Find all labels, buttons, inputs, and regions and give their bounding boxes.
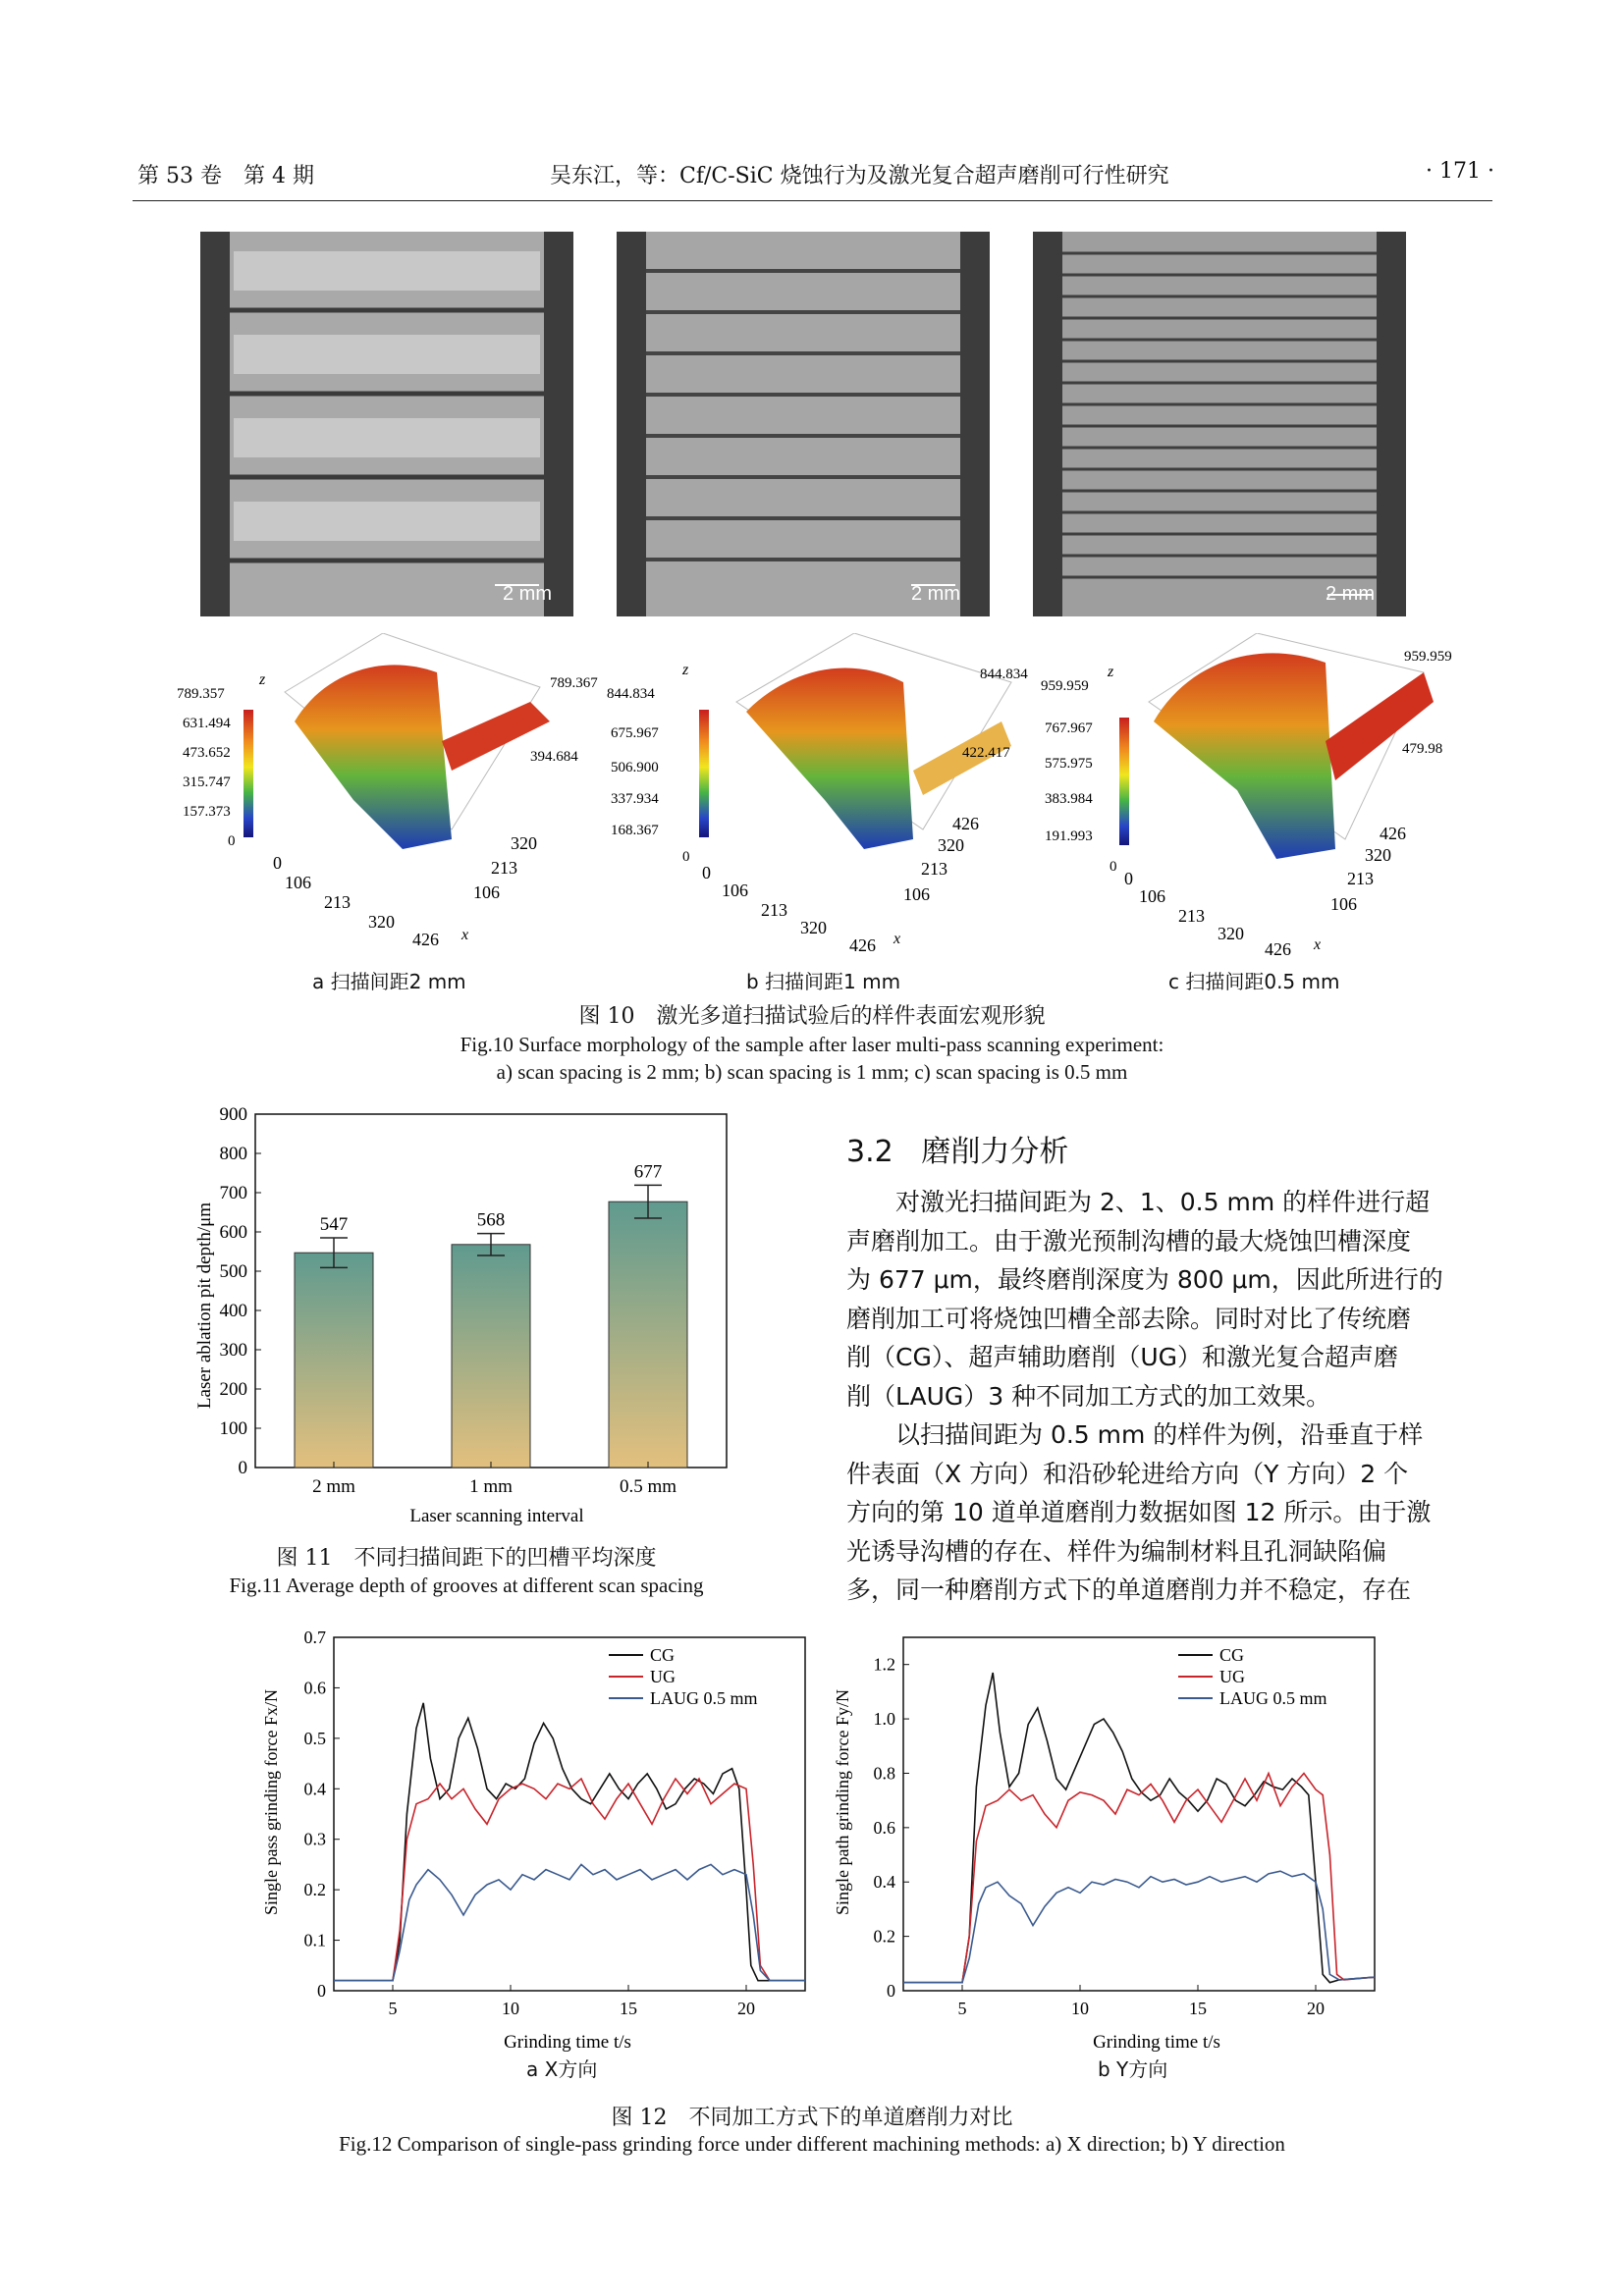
running-header-volume: 第 53 卷 第 4 期 (137, 164, 314, 188)
svg-text:191.993: 191.993 (1045, 828, 1093, 844)
svg-text:473.652: 473.652 (183, 745, 231, 761)
svg-text:426: 426 (1265, 939, 1291, 957)
line-ytick-label: 0.3 (303, 1829, 326, 1849)
svg-text:426: 426 (412, 930, 439, 949)
section-heading (846, 1127, 1068, 1170)
fig10-caption-cn: 图 10 激光多道扫描试验后的样件表面宏观形貌 (578, 1004, 1046, 1029)
svg-text:168.367: 168.367 (611, 823, 659, 838)
fig10-caption-en-2: a) scan spacing is 2 mm; b) scan spacing is 1 mm; c) scan spacing is 0.5 mm (496, 1060, 1128, 1084)
micrograph-a (200, 232, 573, 616)
series-line-cg (903, 1673, 1375, 1983)
svg-text:x: x (461, 927, 469, 943)
svg-text:320: 320 (511, 833, 537, 853)
bar (609, 1201, 687, 1468)
svg-text:213: 213 (1347, 869, 1374, 888)
svg-text:213: 213 (324, 892, 351, 912)
svg-text:x: x (1314, 936, 1322, 953)
line-ytick-label: 0.2 (873, 1926, 895, 1947)
bar-ytick-label: 800 (219, 1144, 247, 1164)
legend-label: CG (1219, 1645, 1245, 1665)
bar-category-label: 2 mm (312, 1476, 355, 1497)
svg-text:z: z (1108, 664, 1114, 680)
surface-plots (157, 633, 1473, 957)
line-ytick-label: 0 (887, 1981, 895, 2001)
line-b-ylabel: Single path grinding force Fy/N (833, 1689, 852, 1915)
colorbar-a (244, 710, 253, 837)
series-line-ug (903, 1774, 1375, 1983)
line-ytick-label: 0.5 (303, 1728, 326, 1748)
fig10-caption-en-1: Fig.10 Surface morphology of the sample after laser multi-pass scanning experiment: (460, 1033, 1164, 1056)
fig12-sub-a: a X方向 (526, 2057, 598, 2081)
section-title: 磨削力分析 (921, 1135, 1069, 1169)
svg-text:0: 0 (682, 849, 690, 865)
colorbar-c (1119, 718, 1129, 845)
subcaption-c: c 扫描间距0.5 mm (1168, 970, 1340, 993)
paragraph-1 (846, 1183, 1494, 1610)
bar-ytick-label: 600 (219, 1222, 247, 1243)
svg-text:506.900: 506.900 (611, 760, 659, 775)
bar-ytick-label: 500 (219, 1261, 247, 1282)
bar (452, 1245, 530, 1468)
p1-line: 为 677 μm，最终磨削深度为 800 μm，因此所进行的 (846, 1265, 1443, 1294)
p1-line: 对激光扫描间距为 2、1、0.5 mm 的样件进行超 (895, 1188, 1431, 1216)
svg-text:0: 0 (228, 833, 236, 849)
svg-text:789.367: 789.367 (550, 675, 598, 691)
line-ytick-label: 0.8 (873, 1763, 895, 1784)
svg-text:z: z (682, 662, 689, 678)
line-ytick-label: 0.6 (303, 1678, 326, 1698)
bar-ytick-label: 100 (219, 1418, 247, 1439)
line-ytick-label: 0 (317, 1981, 326, 2001)
line-xtick-label: 15 (620, 1999, 637, 2018)
section-number: 3.2 (846, 1135, 893, 1169)
subcaption-a: a 扫描间距2 mm (312, 970, 466, 993)
bar-ytick-label: 0 (238, 1458, 247, 1478)
svg-text:213: 213 (921, 859, 947, 879)
bar-ytick-label: 200 (219, 1379, 247, 1400)
legend-label: UG (1219, 1667, 1245, 1686)
svg-text:320: 320 (368, 912, 395, 932)
svg-text:0: 0 (1110, 859, 1117, 875)
svg-text:422.417: 422.417 (962, 745, 1010, 761)
series-line-laug (903, 1871, 1375, 1983)
svg-text:106: 106 (1330, 894, 1357, 914)
bar-category-label: 0.5 mm (619, 1476, 677, 1497)
legend-label: UG (650, 1667, 676, 1686)
line-xtick-label: 5 (388, 1999, 398, 2018)
p2-line: 以扫描间距为 0.5 mm 的样件为例，沿垂直于样 (895, 1420, 1424, 1449)
svg-text:213: 213 (491, 858, 517, 878)
bar-ytick-label: 700 (219, 1183, 247, 1203)
svg-text:x: x (893, 931, 901, 947)
bar-ytick-label: 900 (219, 1104, 247, 1125)
surface-b (607, 633, 1028, 955)
svg-text:106: 106 (285, 873, 311, 892)
scale-bar-c: 2 mm (1326, 583, 1375, 605)
line-xtick-label: 10 (502, 1999, 519, 2018)
running-header-title: 吴东江，等：Cf/C-SiC 烧蚀行为及激光复合超声磨削可行性研究 (550, 164, 1169, 188)
legend-label: LAUG 0.5 mm (1219, 1688, 1327, 1708)
line-chart-x (255, 1628, 815, 2059)
line-chart-y (825, 1628, 1384, 2059)
line-ytick-label: 0.1 (303, 1930, 326, 1950)
bar-value-label: 677 (633, 1161, 663, 1183)
line-xtick-label: 10 (1071, 1999, 1089, 2018)
svg-text:426: 426 (849, 935, 876, 955)
svg-text:394.684: 394.684 (530, 749, 578, 765)
line-xtick-label: 5 (957, 1999, 967, 2018)
series-line-cg (334, 1703, 805, 1981)
p2-line: 光诱导沟槽的存在、样件为编制材料且孔洞缺陷偏 (846, 1536, 1387, 1566)
bar-value-label: 568 (476, 1209, 506, 1231)
bar-chart (177, 1104, 766, 1536)
line-ytick-label: 0.4 (873, 1872, 895, 1893)
line-xtick-label: 20 (1307, 1999, 1325, 2018)
svg-text:337.934: 337.934 (611, 791, 659, 807)
svg-text:0: 0 (702, 863, 711, 882)
line-ytick-label: 0.6 (873, 1817, 895, 1838)
svg-text:106: 106 (722, 881, 748, 900)
micrograph-c (1033, 232, 1406, 616)
svg-text:631.494: 631.494 (183, 716, 231, 731)
svg-text:213: 213 (761, 900, 787, 920)
svg-text:320: 320 (1365, 845, 1391, 865)
p1-line: 磨削加工可将烧蚀凹槽全部去除。同时对比了传统磨 (846, 1304, 1412, 1333)
svg-text:320: 320 (800, 918, 827, 937)
line-xtick-label: 20 (737, 1999, 755, 2018)
surface-c (1041, 633, 1452, 957)
line-ytick-label: 1.2 (873, 1654, 895, 1675)
line-b-xlabel: Grinding time t/s (1093, 2032, 1220, 2053)
svg-text:213: 213 (1178, 906, 1205, 926)
svg-text:789.357: 789.357 (177, 686, 225, 702)
header-rule (133, 200, 1492, 201)
running-header-page: · 171 · (1426, 159, 1494, 184)
fig12-caption-en: Fig.12 Comparison of single-pass grinding force under different machining methods: a) X direction; b) Y direction (339, 2132, 1285, 2156)
svg-text:106: 106 (473, 882, 500, 902)
line-xtick-label: 15 (1189, 1999, 1207, 2018)
line-ytick-label: 1.0 (873, 1709, 895, 1730)
svg-text:959.959: 959.959 (1041, 678, 1089, 694)
svg-text:479.98: 479.98 (1402, 741, 1443, 757)
p2-line: 方向的第 10 道单道磨削力数据如图 12 所示。由于激 (846, 1498, 1432, 1526)
bar-value-label: 547 (319, 1214, 349, 1235)
svg-text:157.373: 157.373 (183, 804, 231, 820)
svg-text:320: 320 (938, 835, 964, 855)
legend-label: LAUG 0.5 mm (650, 1688, 758, 1708)
svg-text:320: 320 (1218, 924, 1244, 943)
svg-text:383.984: 383.984 (1045, 791, 1093, 807)
svg-text:675.967: 675.967 (611, 725, 659, 741)
fig12-caption-cn: 图 12 不同加工方式下的单道磨削力对比 (611, 2106, 1013, 2130)
p1-line: 削（LAUG）3 种不同加工方式的加工效果。 (846, 1381, 1331, 1411)
bar-xlabel: Laser scanning interval (409, 1506, 584, 1526)
svg-text:106: 106 (1139, 886, 1165, 906)
svg-text:0: 0 (1124, 869, 1133, 888)
subcaption-b: b 扫描间距1 mm (746, 970, 901, 993)
bar-category-label: 1 mm (469, 1476, 513, 1497)
surface-a (177, 633, 598, 949)
svg-text:106: 106 (903, 884, 930, 904)
p2-line: 多，同一种磨削方式下的单道磨削力并不稳定，存在 (846, 1575, 1412, 1604)
line-ytick-label: 0.4 (303, 1779, 326, 1799)
p1-line: 声磨削加工。由于激光预制沟槽的最大烧蚀凹槽深度 (846, 1226, 1412, 1255)
colorbar-b (699, 710, 709, 837)
svg-text:315.747: 315.747 (183, 774, 231, 790)
series-line-laug (334, 1864, 805, 1980)
legend-label: CG (650, 1645, 676, 1665)
svg-text:426: 426 (952, 814, 979, 833)
svg-text:426: 426 (1380, 824, 1406, 843)
svg-text:z: z (259, 671, 266, 688)
bar-ylabel: Laser ablation pit depth/μm (194, 1201, 215, 1410)
p1-line: 削（CG）、超声辅助磨削（UG）和激光复合超声磨 (846, 1343, 1399, 1371)
scale-bar-a: 2 mm (503, 583, 552, 605)
fig11-caption-cn: 图 11 不同扫描间距下的凹槽平均深度 (276, 1546, 657, 1571)
line-ytick-label: 0.7 (303, 1628, 326, 1647)
bar-ytick-label: 400 (219, 1301, 247, 1321)
bar-ytick-label: 300 (219, 1340, 247, 1361)
micrograph-b (617, 232, 990, 616)
svg-text:959.959: 959.959 (1404, 649, 1452, 665)
svg-text:844.834: 844.834 (980, 667, 1028, 682)
scale-bar-b: 2 mm (911, 583, 960, 605)
svg-text:575.975: 575.975 (1045, 756, 1093, 772)
bar (295, 1253, 373, 1468)
svg-text:767.967: 767.967 (1045, 721, 1093, 736)
fig12-sub-b: b Y方向 (1098, 2057, 1168, 2081)
p2-line: 件表面（X 方向）和沿砂轮进给方向（Y 方向）2 个 (846, 1459, 1409, 1488)
svg-text:0: 0 (273, 853, 282, 873)
line-a-ylabel: Single pass grinding force Fx/N (261, 1689, 281, 1915)
line-ytick-label: 0.2 (303, 1880, 326, 1900)
svg-text:844.834: 844.834 (607, 686, 655, 702)
fig11-caption-en: Fig.11 Average depth of grooves at different scan spacing (229, 1574, 704, 1597)
line-a-xlabel: Grinding time t/s (504, 2032, 631, 2053)
